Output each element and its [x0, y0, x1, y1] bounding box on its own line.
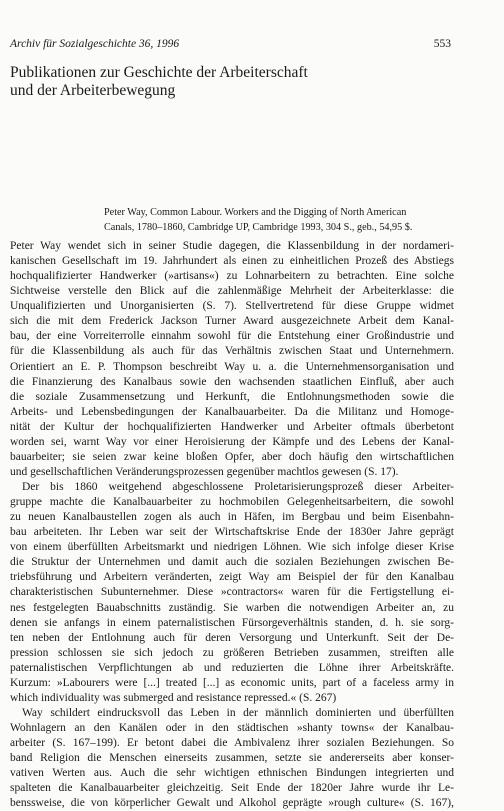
body-line: Peter Way wendet sich in seiner Studie dagegen, die Klassenbildung in der nordameri-: [10, 240, 454, 252]
body-line: kanischen Gesellschaft im 19. Jahrhundert als einen zu einheitlichen Prozeß des Abstiegs: [10, 255, 454, 268]
body-line: charakteristischen Subunternehmer. Diese »contractors« waren für die Fertigstellung ei-: [10, 586, 454, 599]
body-line: ten neben der Entlohnung auch für deren Versorgung und Unterkunft. Seit der De-: [10, 631, 454, 644]
body-line: gruppe machte die Kanalbauarbeiter zu hochmobilen Gelegenheitsarbeitern, die sowohl: [10, 496, 454, 509]
body-line: Wohnlagern an den Kanälen oder in den städtischen »shanty towns« der Kanalbau-: [10, 722, 454, 734]
body-line: die Finanzierung des Kanalbaus sowie den wachsenden staatlichen Einfluß, aber auch: [10, 375, 454, 388]
body-line: bau, der eine Vorreiterrolle einnahm sowohl für die Entstehung einer Großindustrie und: [10, 330, 454, 343]
body-line: arbeiter (S. 167–199). Er betont dabei die Ambivalenz ihrer sozialen Beziehungen. So: [10, 737, 454, 750]
body-line: zu neuen Kanalbaustellen zogen als auch in Häfen, im Bergbau und beim Eisenbahn-: [10, 511, 454, 524]
body-line: hochqualifizierter Handwerker (»artisans«) zu Lohnarbeitern zu betrachten. Eine solche: [10, 270, 454, 283]
body-line: band Religion die Menschen einerseits zusammen, setzte sie andererseits aber konser-: [10, 752, 454, 765]
body-line: Way schildert eindrucksvoll das Leben in der männlich dominierten und überfüllten: [22, 706, 454, 719]
body-line: bauarbeiter; sie seien zwar keine bloßen Opfer, aber doch häufig den wirtschaftlichen: [10, 450, 454, 463]
body-line: und gesellschaftlichen Veränderungsprozessen gegenüber machtlos gewesen (S. 17).: [10, 465, 399, 478]
body-line: Sichtweise verstelle den Blick auf die zahlenmäßige Mehrheit der Arbeiterklasse: die: [10, 285, 454, 298]
section-title-line: und der Arbeiterbewegung: [10, 82, 176, 99]
body-line: which individuality was submerged and resistance repressed.« (S. 267): [10, 691, 337, 704]
journal-title: Archiv für Sozialgeschichte 36, 1996: [10, 38, 180, 50]
body-line: worden sei, warnt Way vor einer Heroisierung der Kämpfe und des Lebens der Kanal-: [10, 435, 454, 448]
body-line: bau arbeiteten. Ihr Leben war seit der Wirtschaftskrise Ende der 1830er Jahre geprägt: [10, 526, 454, 539]
body-line: Orientiert an E. P. Thompson beschreibt Way u. a. die Unternehmensorganisation und: [10, 360, 454, 373]
body-line: vativen Werten aus. Auch die sehr wichtigen ethnischen Bindungen integrierten und: [10, 767, 454, 780]
body-line: pression schlossen sie sich jedoch zu größeren Betrieben zusammen, streiften alle: [10, 646, 454, 659]
body-line: für die Klassenbildung als auch für das Verhältnis zwischen Staat und Unternehmern.: [10, 345, 454, 358]
body-line: benssweise, die von körperlicher Gewalt und Alkohol geprägte »rough culture« (S. 167),: [10, 797, 454, 810]
section-title: [10, 64, 450, 100]
body-line: spalteten die Kanalbauarbeiter gleichzeitig. Seit Ende der 1820er Jahre wurde ihr Le-: [10, 782, 454, 795]
section-title-line: Publikationen zur Geschichte der Arbeiterschaft: [10, 64, 308, 81]
body-line: sich die mit dem Frederick Jackson Turner Award ausgezeichnete Arbeit dem Kanal-: [10, 315, 454, 328]
citation-line: Canals, 1780–1860, Cambridge UP, Cambridge 1993, 304 S., geb., 54,95 $.: [104, 222, 413, 233]
book-citation: [104, 205, 452, 235]
body-line: triebsführung und Arbeitern veränderten, zeigt Way am Beispiel der für den Kanalbau: [10, 571, 454, 584]
body-line: nität der Kultur der hochqualifizierten Handwerker und Arbeiter oftmals überbetont: [10, 420, 454, 433]
body-line: von einem überfüllten Arbeitsmarkt und niedrigen Löhnen. Wie sich infolge dieser Krise: [10, 541, 454, 554]
body-line: Kurzum: »Labourers were [...] treated [...] as economic units, part of a faceless army in: [10, 676, 454, 689]
body-line: nes festgelegten Bauabschnitts zuständig. Sie warben die notwendigen Arbeiter an, zu: [10, 601, 454, 614]
body-line: paternalistischen Verpflichtungen ab und reduzierten die Löhne ihrer Arbeitskräfte.: [10, 661, 454, 674]
body-line: Der bis 1860 weitgehend abgeschlossene Proletarisierungsprozeß dieser Arbeiter-: [22, 481, 454, 493]
body-line: Arbeits- und Lebensbedingungen der Kanalbauarbeiter. Da die Militanz und Homoge-: [10, 405, 454, 418]
page-number: 553: [433, 38, 451, 50]
citation-line: Peter Way, Common Labour. Workers and the Digging of North American: [104, 207, 407, 218]
body-line: Unqualifizierten und Unorganisierten (S. 7). Stellvertretend für diese Gruppe widmet: [10, 300, 454, 313]
body-line: denen sie anfangs in einem paternalistischen Fürsorgeverhältnis standen, d. h. sie sorg-: [10, 616, 454, 629]
body-line: die Struktur der Unternehmen und damit auch die sozialen Beziehungen zwischen Be-: [10, 556, 454, 569]
body-line: die soziale Zusammensetzung und Herkunft, die Entlohnungsmethoden sowie die: [10, 390, 454, 403]
review-body: [10, 239, 454, 811]
